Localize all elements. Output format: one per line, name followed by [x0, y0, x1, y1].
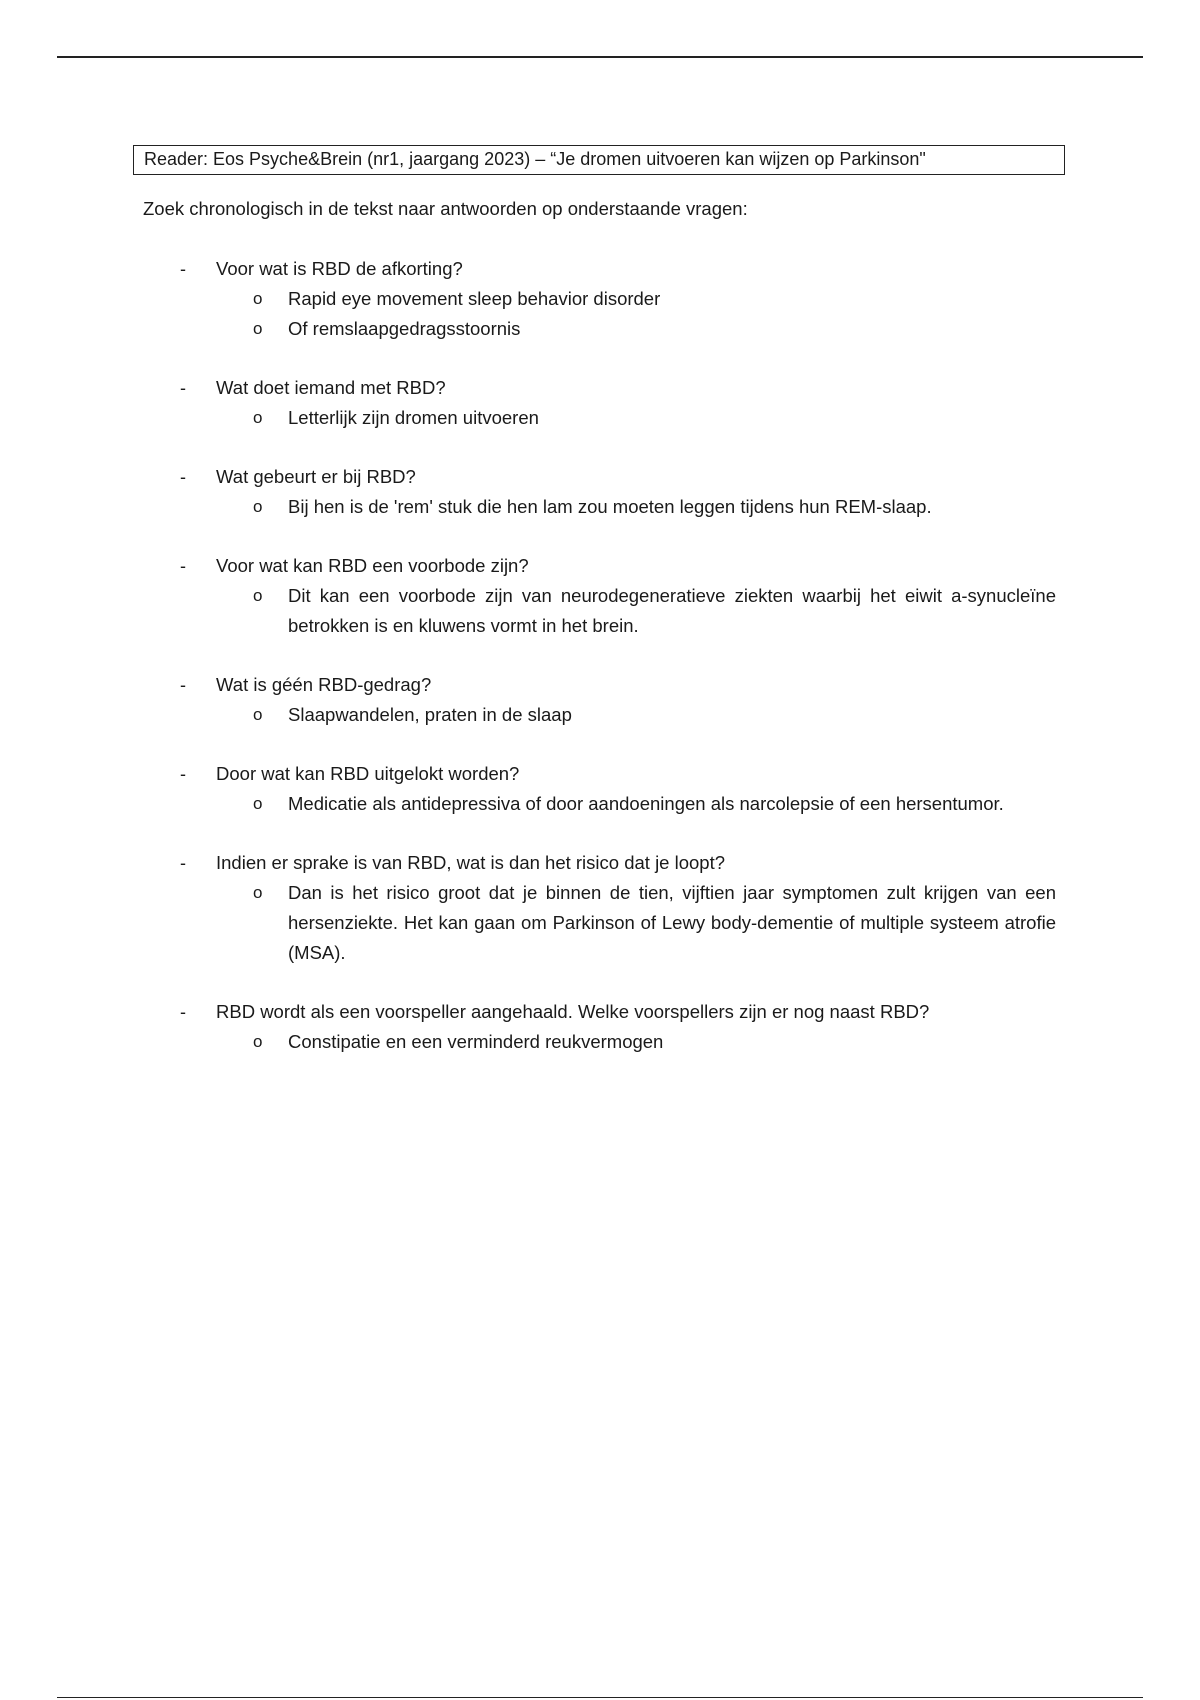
dash-bullet: -: [180, 556, 186, 576]
answer-item: [0, 284, 1200, 314]
question-row: [0, 670, 1200, 700]
answer-list: [0, 403, 1200, 433]
question-item: [0, 551, 1200, 641]
answer-text: Medicatie als antidepressiva of door aandoeningen als narcolepsie of een hersentumor.: [288, 793, 1004, 814]
question-list: [0, 254, 1200, 1086]
circle-bullet: o: [253, 319, 263, 338]
question-text: Wat is géén RBD-gedrag?: [216, 674, 432, 695]
dash-bullet: -: [180, 675, 186, 695]
answer-item: [0, 492, 1200, 522]
question-item: [0, 373, 1200, 433]
answer-item: [0, 314, 1200, 344]
answer-list: [0, 700, 1200, 730]
answer-item: [0, 1027, 1200, 1057]
question-item: [0, 997, 1200, 1057]
dash-bullet: -: [180, 378, 186, 398]
answer-text: Rapid eye movement sleep behavior disorder: [288, 288, 661, 309]
circle-bullet: o: [253, 1032, 263, 1051]
answer-text: Bij hen is de 'rem' stuk die hen lam zou moeten leggen tijdens hun REM-slaap.: [288, 496, 932, 517]
answer-text: Dan is het risico groot dat je binnen de tien, vijftien jaar symptomen zult krijgen van een hersenziekte. Het kan gaan om Parkinson of Lewy body-dementie of multiple systeem atrofie (MSA).: [288, 882, 1056, 963]
question-row: [0, 373, 1200, 403]
circle-bullet: o: [253, 586, 263, 605]
question-text: Wat gebeurt er bij RBD?: [216, 466, 416, 487]
circle-bullet: o: [253, 794, 263, 813]
answer-list: [0, 284, 1200, 344]
question-item: [0, 759, 1200, 819]
header-rule: [57, 56, 1143, 58]
dash-bullet: -: [180, 259, 186, 279]
question-text: Wat doet iemand met RBD?: [216, 377, 446, 398]
answer-list: [0, 492, 1200, 522]
answer-text: Constipatie en een verminderd reukvermogen: [288, 1031, 664, 1052]
dash-bullet: -: [180, 1002, 186, 1022]
answer-text: Letterlijk zijn dromen uitvoeren: [288, 407, 539, 428]
question-item: [0, 670, 1200, 730]
answer-list: [0, 878, 1200, 968]
dash-bullet: -: [180, 853, 186, 873]
answer-list: [0, 1027, 1200, 1057]
answer-text: Of remslaapgedragsstoornis: [288, 318, 521, 339]
answer-item: [0, 789, 1200, 819]
circle-bullet: o: [253, 705, 263, 724]
question-item: [0, 254, 1200, 344]
circle-bullet: o: [253, 408, 263, 427]
answer-item: [0, 700, 1200, 730]
reader-title: Reader: Eos Psyche&Brein (nr1, jaargang 2023) – “Je dromen uitvoeren kan wijzen op Parkinson": [133, 145, 1065, 175]
question-text: Voor wat kan RBD een voorbode zijn?: [216, 555, 529, 576]
answer-list: [0, 581, 1200, 641]
question-row: [0, 254, 1200, 284]
question-row: [0, 551, 1200, 581]
question-text: RBD wordt als een voorspeller aangehaald. Welke voorspellers zijn er nog naast RBD?: [216, 1001, 930, 1022]
answer-item: [0, 878, 1200, 968]
answer-text: Dit kan een voorbode zijn van neurodegeneratieve ziekten waarbij het eiwit a-synucleïne betrokken is en kluwens vormt in het brein.: [288, 585, 1056, 636]
dash-bullet: -: [180, 467, 186, 487]
question-item: [0, 848, 1200, 968]
question-row: [0, 848, 1200, 878]
circle-bullet: o: [253, 289, 263, 308]
answer-item: [0, 403, 1200, 433]
question-text: Door wat kan RBD uitgelokt worden?: [216, 763, 520, 784]
answer-text: Slaapwandelen, praten in de slaap: [288, 704, 572, 725]
dash-bullet: -: [180, 764, 186, 784]
question-row: [0, 462, 1200, 492]
question-row: [0, 759, 1200, 789]
question-text: Voor wat is RBD de afkorting?: [216, 258, 463, 279]
answer-list: [0, 789, 1200, 819]
circle-bullet: o: [253, 497, 263, 516]
intro-instruction: Zoek chronologisch in de tekst naar antwoorden op onderstaande vragen:: [143, 198, 748, 219]
footer-rule: [57, 1697, 1143, 1698]
answer-item: [0, 581, 1200, 641]
question-row: [0, 997, 1200, 1027]
circle-bullet: o: [253, 883, 263, 902]
question-text: Indien er sprake is van RBD, wat is dan het risico dat je loopt?: [216, 852, 726, 873]
question-item: [0, 462, 1200, 522]
